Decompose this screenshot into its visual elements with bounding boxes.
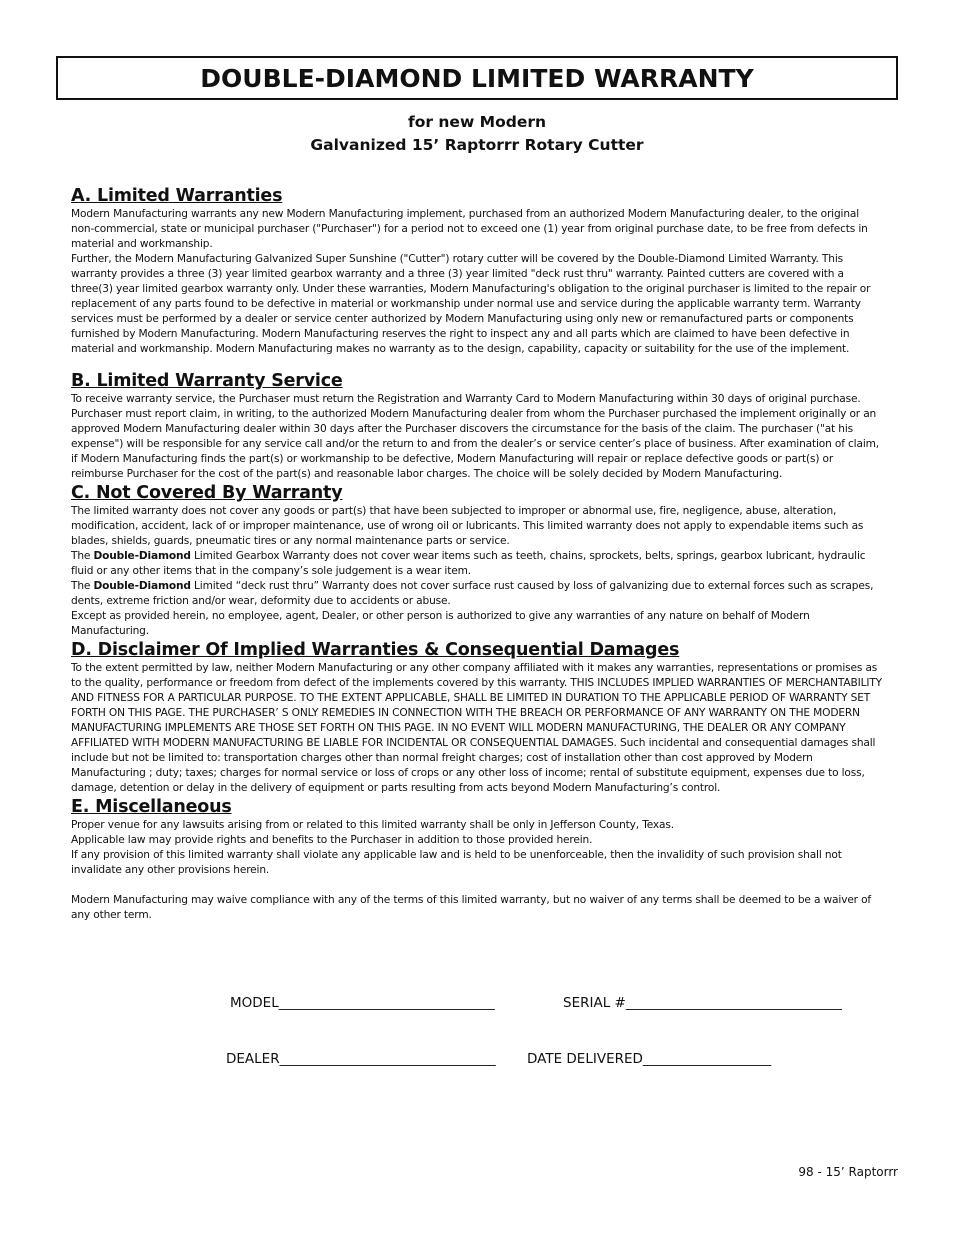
paragraph: Further, the Modern Manufacturing Galvanized Super Sunshine ("Cutter") rotary cutter will be covered by the Double-Diamond Limited Warranty. This warranty provides a three (3) year limited gearbox warranty and a three (3) year limited "deck rust thru" warranty. Painted cutters are covered with a three(3) year limited gearbox warranty only. Under these warranties, Modern Manufacturing's obligation to the original purchaser is limited to the repair or replacement of any parts found to be defective in material or workmanship under normal use and service during the applicable warranty term. Warranty services must be performed by a dealer or service center authorized by Modern Manufacturing using only new or remanufactured parts or components furnished by Modern Manufacturing. Modern Manufacturing reserves the right to inspect any and all parts which are claimed to have been defective in material and workmanship. Modern Manufacturing makes no warranty as to the design, capability, capacity or suitability for the use of the implement. — [71, 253, 871, 355]
section-not-covered — [71, 482, 883, 639]
section-disclaimer — [71, 639, 883, 796]
paragraph: To receive warranty service, the Purchaser must return the Registration and Warranty Card to Modern Manufacturing within 30 days of original purchase. Purchaser must report claim, in writing, to the authorized Modern Manufacturing dealer from whom the Purchaser purchased the implement originally or an approved Modern Manufacturing dealer within 30 days after the Purchaser discovers the circumstance for the basis of the claim. The purchaser ("at his expense") will be responsible for any service call and/or the return to and from the dealer’s or service center’s place of business. After examination of claim, if Modern Manufacturing finds the part(s) or workmanship to be defective, Modern Manufacturing will repair or replace defective goods or part(s) or reimburse Purchaser for the cost of the part(s) and reasonable labor charges. The choice will be solely decided by Modern Manufacturing. — [71, 393, 879, 480]
paragraph: Modern Manufacturing may waive compliance with any of the terms of this limited warranty, but no waiver of any terms shall be deemed to be a waiver of any other term. — [71, 894, 872, 921]
dealer-field[interactable]: DEALER________________________________ — [226, 1051, 496, 1067]
title-box — [56, 56, 898, 100]
paragraph — [71, 579, 883, 609]
model-field[interactable]: MODEL________________________________ — [230, 995, 495, 1011]
date-delivered-field[interactable]: DATE DELIVERED___________________ — [527, 1051, 772, 1067]
paragraph: To the extent permitted by law, neither Modern Manufacturing or any other company affiliated with it makes any warranties, representations or promises as to the quality, performance or freedom from defect of the implements covered by this warranty. THIS INCLUDES IMPLIED WARRANTIES OF MERCHANTABILITY AND FITNESS FOR A PARTICULAR PURPOSE. TO THE EXTENT APPLICABLE, SHALL BE LIMITED IN DURATION TO THE APPLICABLE PERIOD OF WARRANTY SET FORTH ON THIS PAGE. THE PURCHASER’ S ONLY REMEDIES IN CONNECTION WITH THE BREACH OR PERFORMANCE OF ANY WARRANTY ON THE MODERN MANUFACTURING IMPLEMENTS ARE THOSE SET FORTH ON THIS PAGE. IN NO EVENT WILL MODERN MANUFACTURING, THE DEALER OR ANY COMPANY AFFILIATED WITH MODERN MANUFACTURING BE LIABLE FOR INCIDENTAL OR CONSEQUENTIAL DAMAGES. Such incidental and consequential damages shall include but not be limited to: transportation charges other than normal freight charges; cost of installation other than cost approved by Modern Manufacturing ; duty; taxes; charges for normal service or loss of crops or any other loss of income; rental of substitute equipment, expenses due to loss, damage, detention or delay in the delivery of equipment or parts resulting from acts beyond Modern Manufacturing’s control. — [71, 662, 882, 794]
page-title: DOUBLE-DIAMOND LIMITED WARRANTY — [200, 63, 754, 93]
spacer — [71, 878, 883, 893]
section-heading: B. Limited Warranty Service — [71, 371, 343, 391]
serial-field[interactable]: SERIAL #________________________________ — [563, 995, 842, 1011]
section-limited-warranties — [71, 185, 883, 357]
page-number: 98 - 15’ Raptorrr — [798, 1165, 898, 1179]
bold-term: Double-Diamond — [93, 580, 191, 592]
subtitle-line-1: for new Modern — [407, 113, 547, 131]
section-warranty-service — [71, 370, 883, 482]
text-run: Limited Gearbox Warranty does not cover wear items such as teeth, chains, sprockets, belts, springs, gearbox lubricant, hydraulic fluid or any other items that in the company’s sole judgement is a wear item. — [71, 550, 866, 577]
paragraph: If any provision of this limited warranty shall violate any applicable law and is held to be unenforceable, then the invalidity of such provision shall not invalidate any other provisions herein. — [71, 849, 842, 876]
bold-term: Double-Diamond — [93, 550, 191, 562]
subtitle — [0, 111, 954, 157]
section-heading: A. Limited Warranties — [71, 186, 283, 206]
paragraph: Modern Manufacturing warrants any new Modern Manufacturing implement, purchased from an authorized Modern Manufacturing dealer, to the original non-commercial, state or municipal purchaser ("Purchaser") for a period not to exceed one (1) year from original purchase date, to be free from defects in material and workmanship. — [71, 208, 868, 250]
section-miscellaneous — [71, 796, 883, 923]
text-run: The — [71, 550, 94, 562]
paragraph: The limited warranty does not cover any goods or part(s) that have been subjected to improper or abnormal use, fire, negligence, abuse, alteration, modification, accident, lack of or improper maintenance, use of wrong oil or lubricants. This limited warranty does not apply to expendable items such as blades, shields, guards, pneumatic tires or any normal maintenance parts or service. — [71, 505, 864, 547]
section-heading: D. Disclaimer Of Implied Warranties & Consequential Damages — [71, 640, 680, 660]
section-heading: E. Miscellaneous — [71, 797, 232, 817]
paragraph: Applicable law may provide rights and benefits to the Purchaser in addition to those provided herein. — [71, 834, 593, 846]
text-run: The — [71, 580, 94, 592]
section-heading: C. Not Covered By Warranty — [71, 483, 343, 503]
paragraph: Except as provided herein, no employee, agent, Dealer, or other person is authorized to give any warranties of any nature on behalf of Modern Manufacturing. — [71, 610, 810, 637]
text-run: Limited “deck rust thru” Warranty does not cover surface rust caused by loss of galvanizing due to external forces such as scrapes, dents, extreme friction and/or wear, deformity due to accidents or abuse. — [71, 580, 874, 607]
warranty-content — [71, 185, 883, 923]
paragraph: Proper venue for any lawsuits arising from or related to this limited warranty shall be only in Jefferson County, Texas. — [71, 819, 674, 831]
subtitle-line-2: Galvanized 15’ Raptorrr Rotary Cutter — [310, 136, 644, 154]
paragraph — [71, 549, 883, 579]
